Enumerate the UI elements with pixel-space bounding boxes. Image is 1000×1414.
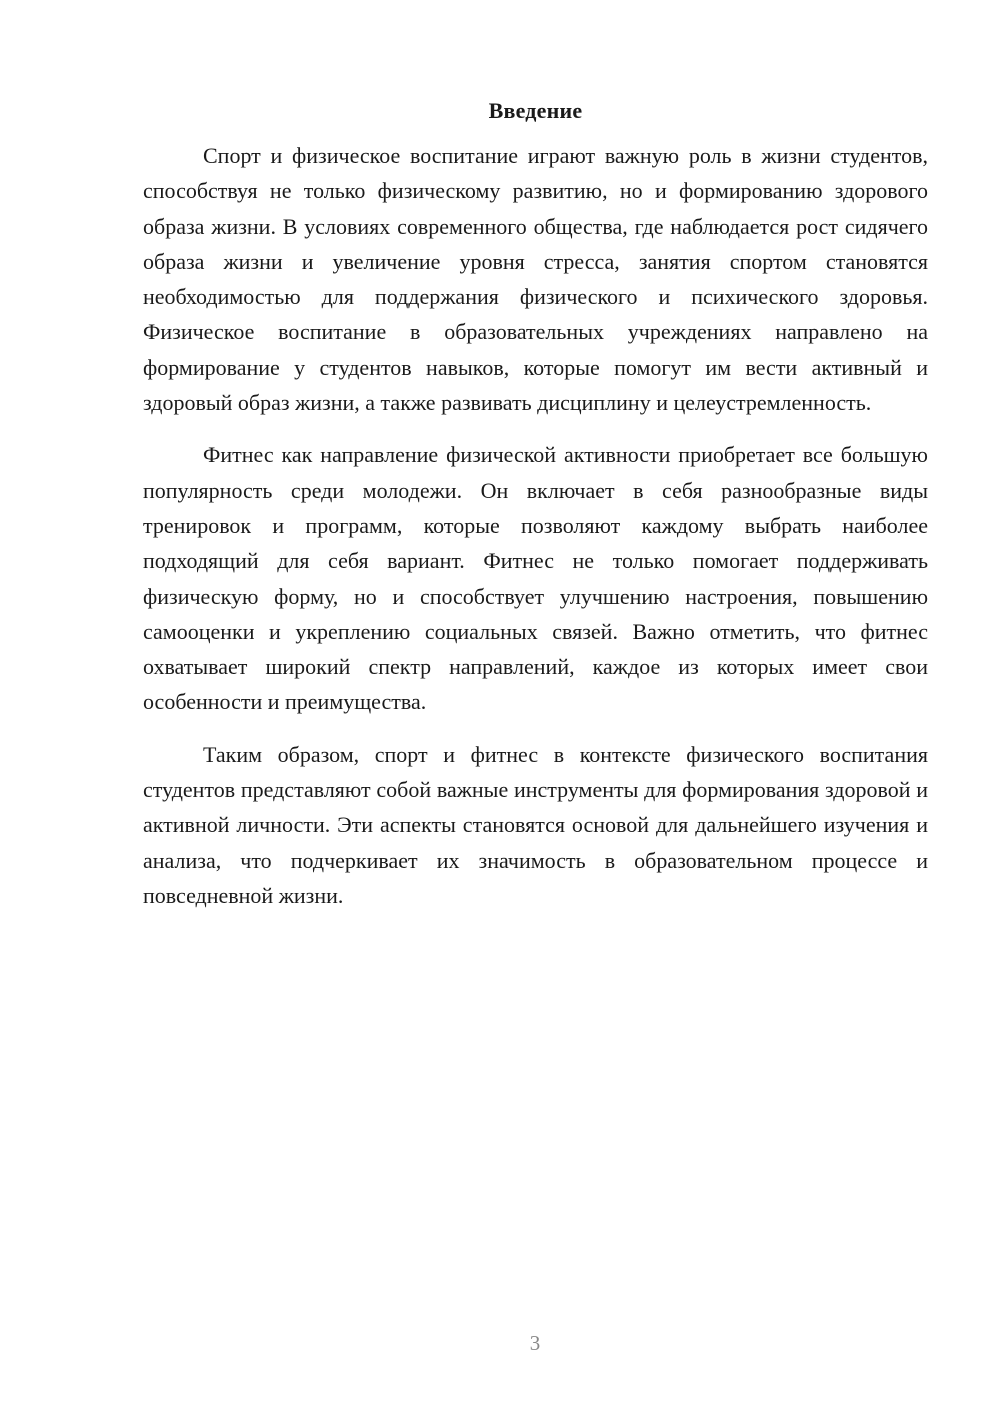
document-body [143,96,928,930]
section-heading: Введение [488,98,583,123]
paragraph-2: Фитнес как направление физической активности приобретает все большую популярность среди молодежи. Он включает в себя разнообразные виды тренировок и программ, которые позволяют каждому выбрать наиболее подходящий для себя вариант. Фитнес не только помогает поддерживать физическую форму, но и способствует улучшению настроения, повышению самооценки и укреплению социальных связей. Важно отметить, что фитнес охватывает широкий спектр направлений, каждое из которых имеет свои особенности и преимущества. [143,442,928,715]
paragraph-3: Таким образом, спорт и фитнес в контексте физического воспитания студентов представляют собой важные инструменты для формирования здоровой и активной личности. Эти аспекты становятся основой для дальнейшего изучения и анализа, что подчеркивает их значимость в образовательном процессе и повседневной жизни. [143,741,928,908]
page-number: 3 [529,1331,541,1355]
paragraph-1: Спорт и физическое воспитание играют важную роль в жизни студентов, способствуя не только физическому развитию, но и формированию здорового образа жизни. В условиях современного общества, где наблюдается рост сидячего образа жизни и увеличение уровня стресса, занятия спортом становятся необходимостью для поддержания физического и психического здоровья. Физическое воспитание в образовательных учреждениях направлено на формирование у студентов навыков, которые помогут им вести активный и здоровый образ жизни, а также развивать дисциплину и целеустремленность. [143,143,928,416]
